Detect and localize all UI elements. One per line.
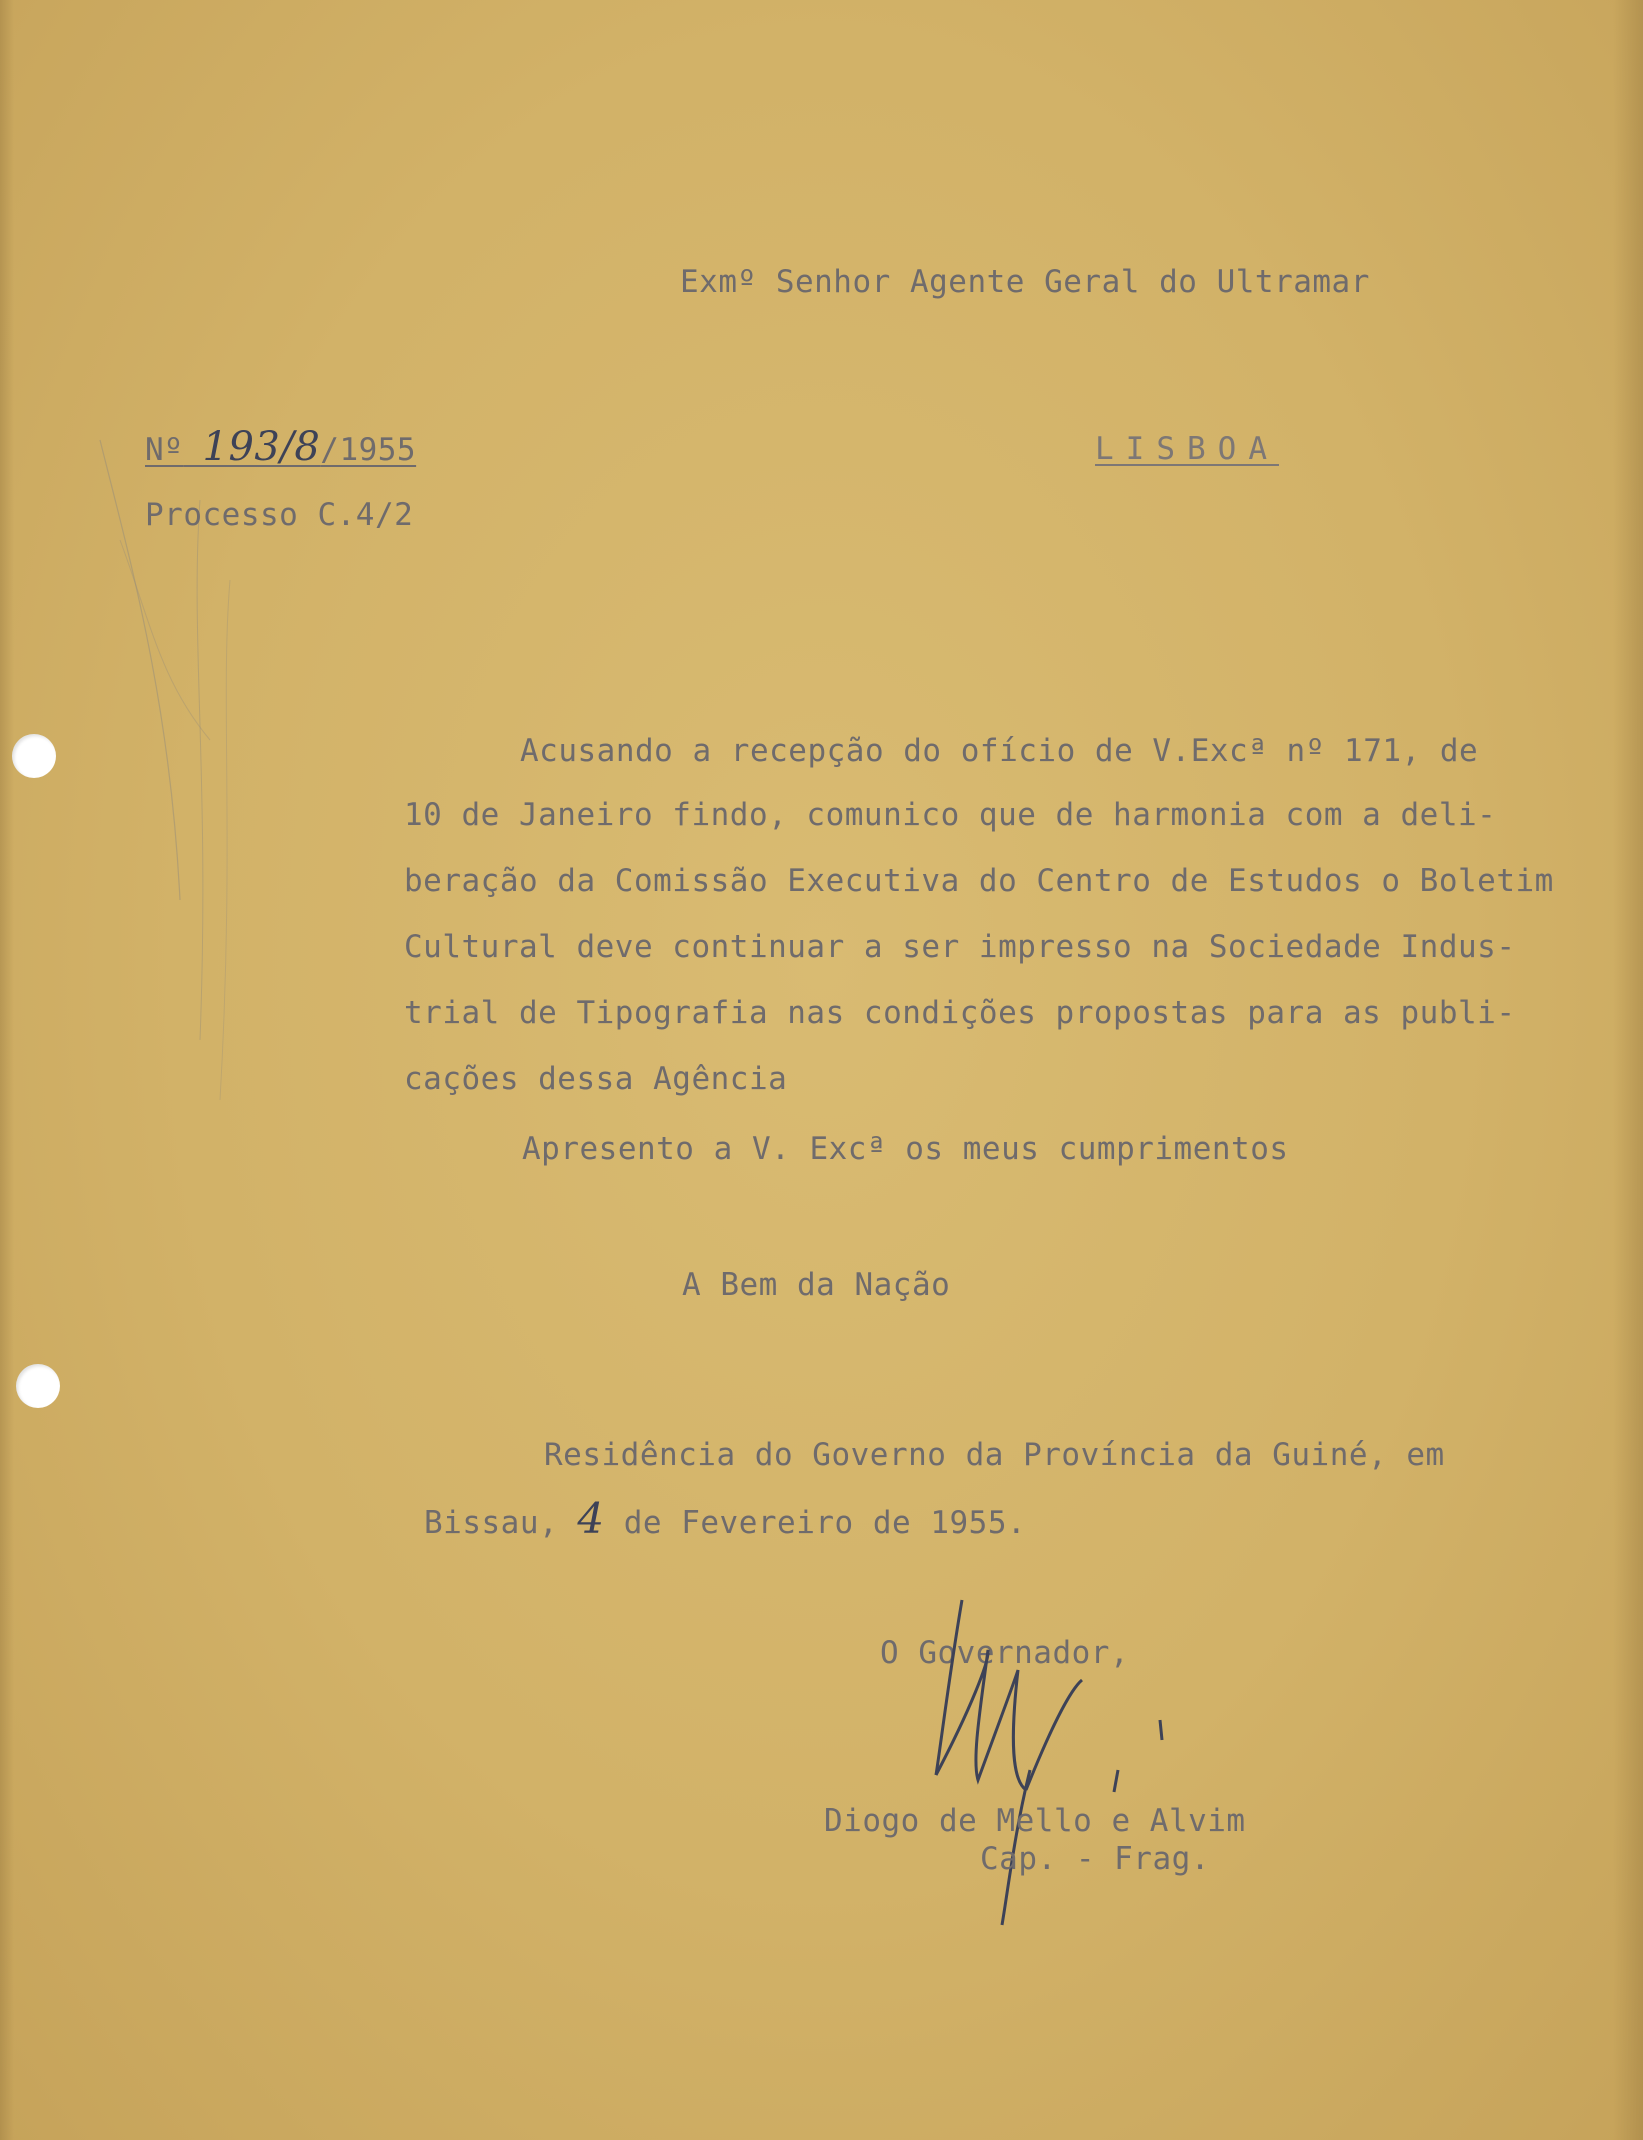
date-rest: de Fevereiro de 1955.: [623, 1505, 1027, 1541]
addressee: Exmº Senhor Agente Geral do Ultramar: [680, 264, 1370, 300]
body-line-3: beração da Comissão Executiva do Centro de Estudos o Boletim: [404, 863, 1554, 899]
date-prefix: Bissau,: [424, 1505, 559, 1541]
signer-name: Diogo de Mello e Alvim: [824, 1803, 1246, 1839]
body-line-6: cações dessa Agência: [404, 1061, 788, 1097]
body-line-1: Acusando a recepção do ofício de V.Excª nº 171, de: [520, 733, 1479, 769]
processo-reference: Processo C.4/2: [145, 497, 414, 533]
punch-hole-upper: [12, 734, 56, 778]
paper-edge-left: [0, 0, 14, 2140]
salutation: A Bem da Nação: [682, 1267, 951, 1303]
signer-title: O Governador,: [880, 1635, 1130, 1671]
place-line: Residência do Governo da Província da Guiné, em: [544, 1437, 1445, 1473]
date-line: [424, 1494, 1027, 1543]
destination-city: LISBOA: [1095, 431, 1279, 467]
closing-line: Apresento a V. Excª os meus cumprimentos: [522, 1131, 1289, 1167]
date-day-handwritten: 4: [577, 1494, 605, 1543]
paper-edge-right: [1613, 0, 1643, 2140]
body-line-2: 10 de Janeiro findo, comunico que de harmonia com a deli-: [404, 797, 1497, 833]
handwritten-signature: [900, 1590, 1200, 1930]
reference-number: [145, 424, 417, 470]
punch-hole-lower: [16, 1364, 60, 1408]
signer-rank: Cap. - Frag.: [980, 1841, 1210, 1877]
body-line-5: trial de Tipografia nas condições propostas para as publi-: [404, 995, 1516, 1031]
pencil-marks: [60, 380, 280, 1140]
reference-year: /1955: [320, 432, 417, 468]
body-line-4: Cultural deve continuar a ser impresso na Sociedade Indus-: [404, 929, 1516, 965]
reference-handwritten: 193/8: [202, 424, 321, 470]
reference-prefix: Nº: [145, 432, 184, 468]
